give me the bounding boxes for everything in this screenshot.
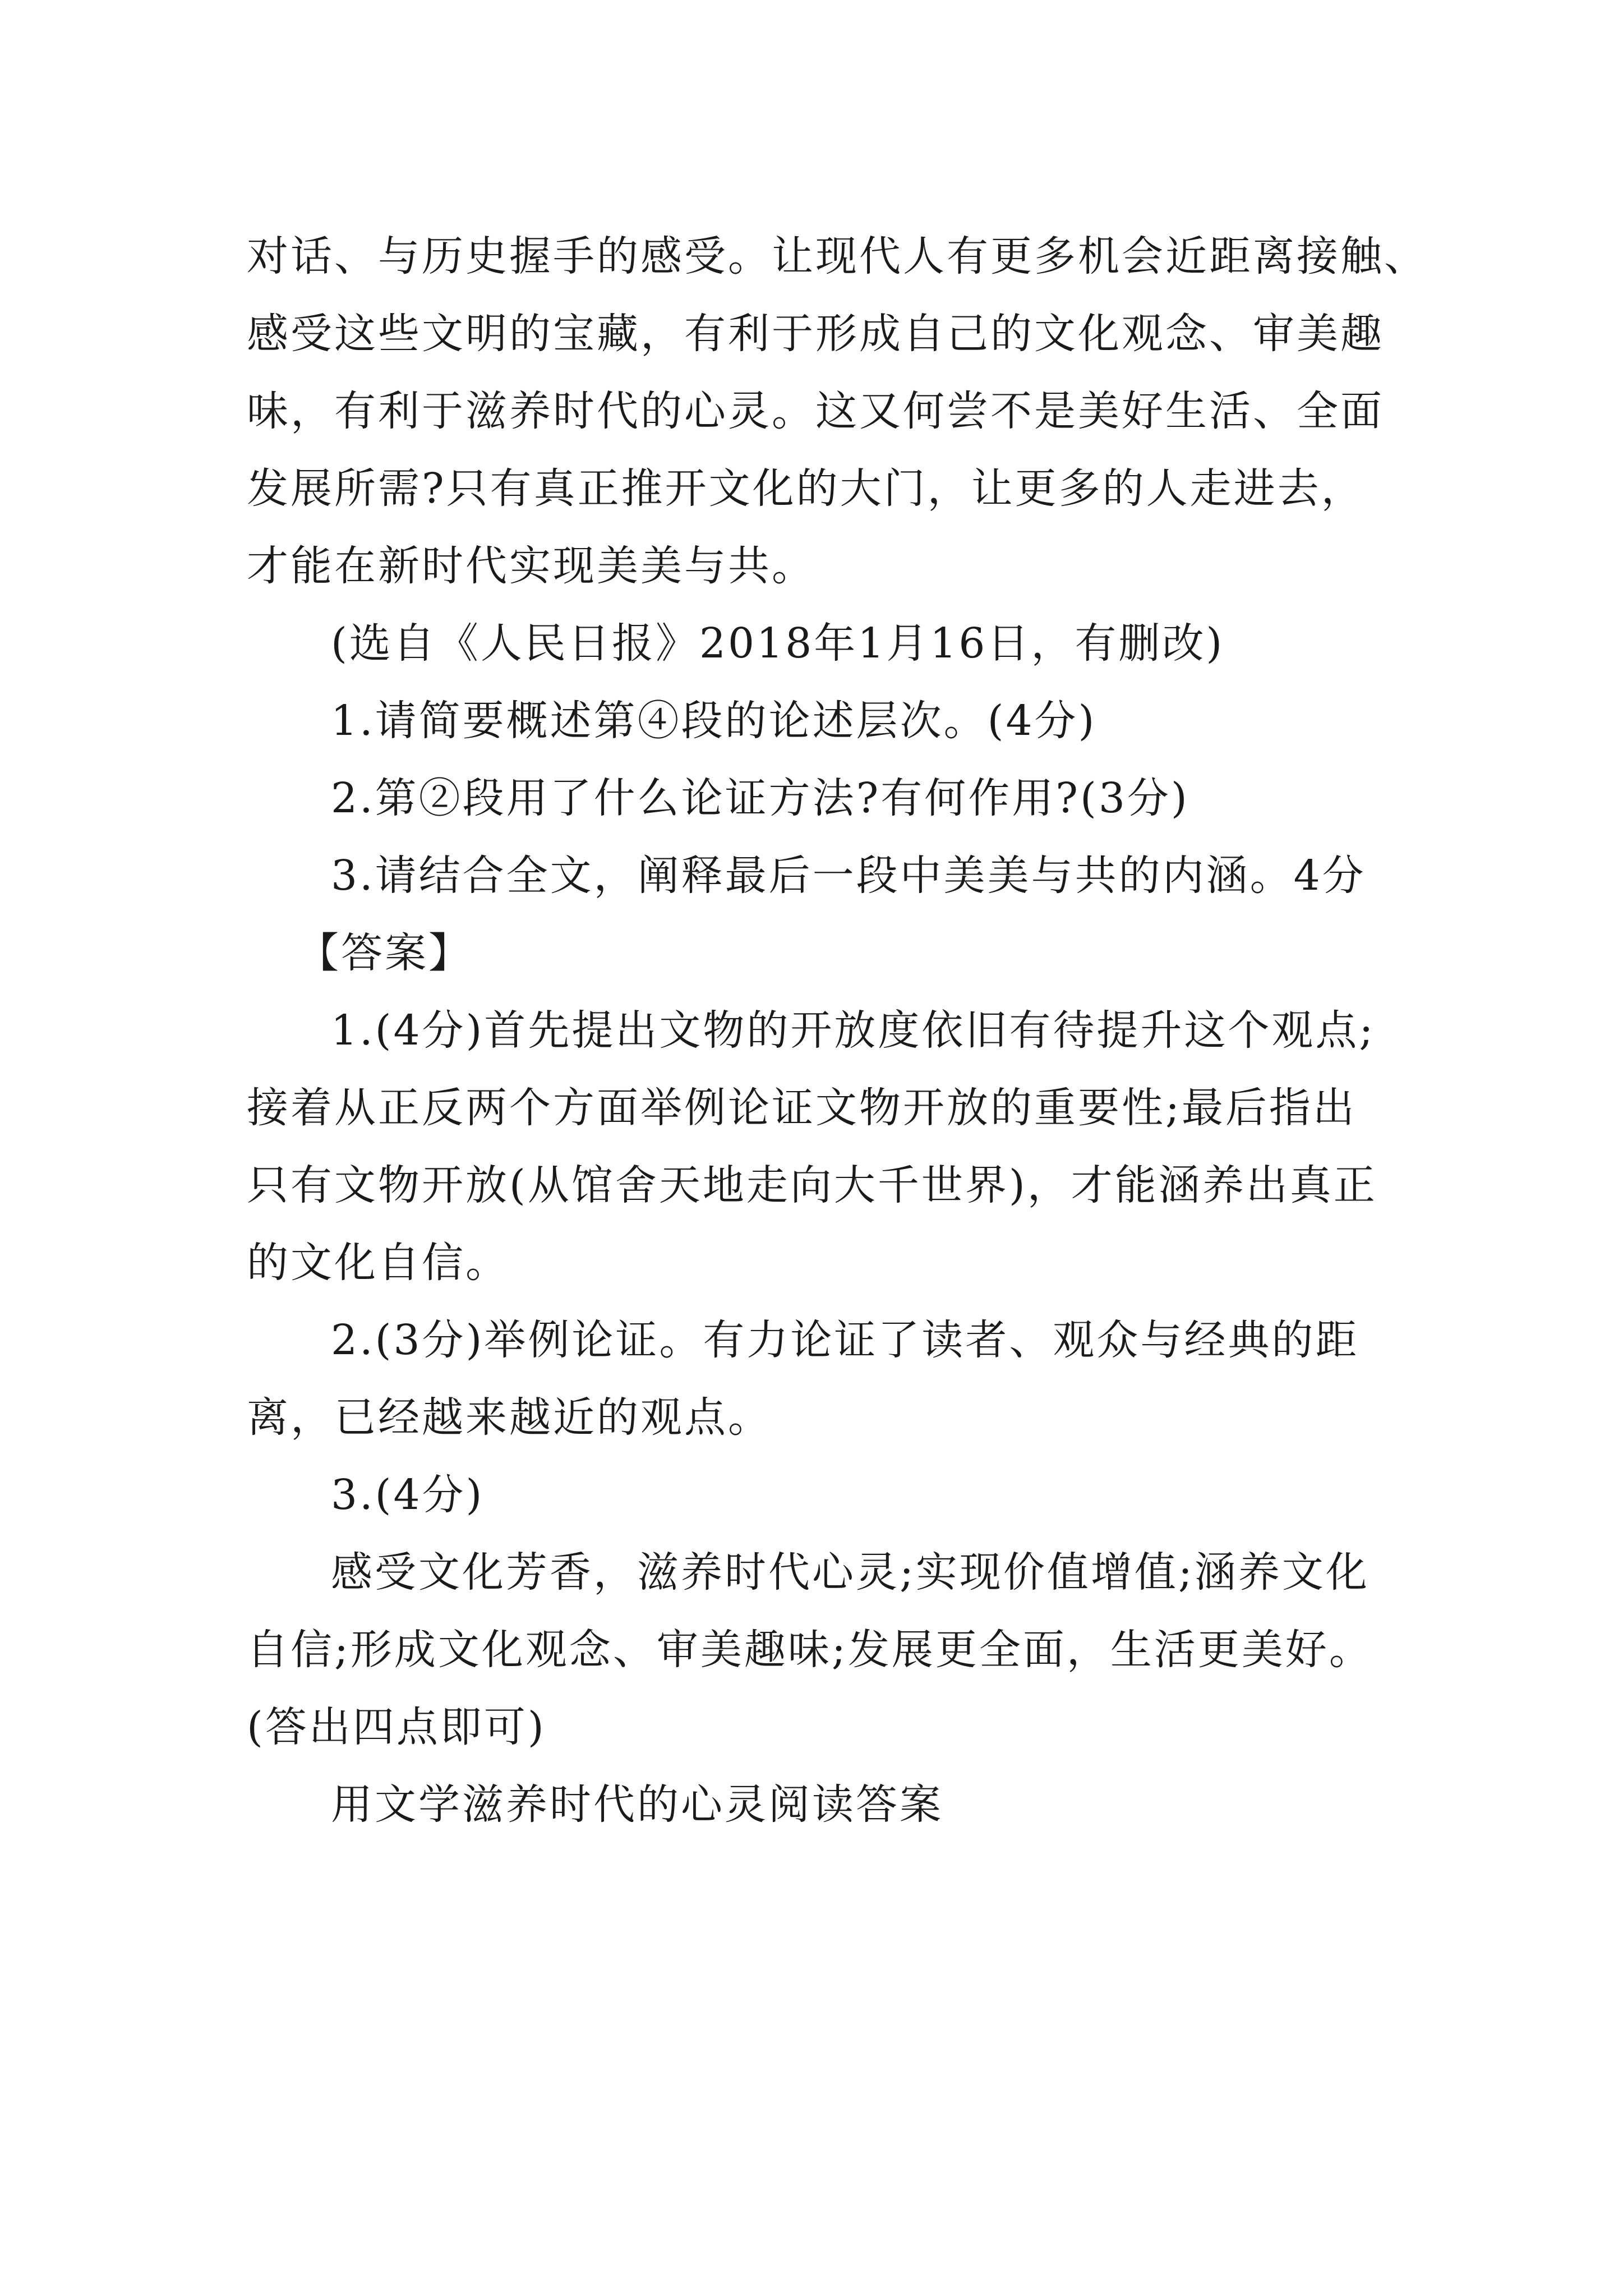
answer-1-line-3: 只有文物开放(从馆舍天地走向大千世界)，才能涵养出真正 bbox=[247, 1161, 1377, 1209]
body-line-5: 才能在新时代实现美美与共。 bbox=[247, 542, 815, 590]
answer-3-line-2: 自信;形成文化观念、审美趣味;发展更全面，生活更美好。 bbox=[247, 1626, 1373, 1674]
answer-1-line-4: 的文化自信。 bbox=[247, 1239, 509, 1287]
answer-2-line-1: 2.(3分)举例论证。有力论证了读者、观众与经典的距 bbox=[331, 1316, 1359, 1364]
answer-2-line-2: 离，已经越来越近的观点。 bbox=[247, 1393, 772, 1442]
answer-3-line-1: 感受文化芳香，滋养时代心灵;实现价值增值;涵养文化 bbox=[331, 1548, 1370, 1596]
answer-1-line-2: 接着从正反两个方面举例论证文物开放的重要性;最后指出 bbox=[247, 1084, 1357, 1132]
question-1: 1.请简要概述第④段的论述层次。(4分) bbox=[331, 697, 1097, 745]
body-line-3: 味，有利于滋养时代的心灵。这又何尝不是美好生活、全面 bbox=[247, 387, 1384, 435]
answer-1-line-1: 1.(4分)首先提出文物的开放度依旧有待提升这个观点; bbox=[331, 1006, 1376, 1055]
document-body bbox=[247, 218, 1428, 1843]
answer-3-heading: 3.(4分) bbox=[331, 1471, 485, 1519]
body-line-2: 感受这些文明的宝藏，有利于形成自己的文化观念、审美趣 bbox=[247, 310, 1384, 358]
answer-heading: 【答案】 bbox=[297, 929, 472, 977]
document-footer-title: 用文学滋养时代的心灵阅读答案 bbox=[331, 1780, 943, 1829]
question-2: 2.第②段用了什么论证方法?有何作用?(3分) bbox=[331, 774, 1189, 822]
question-3: 3.请结合全文，阐释最后一段中美美与共的内涵。4分 bbox=[331, 852, 1366, 900]
body-line-4: 发展所需?只有真正推开文化的大门，让更多的人走进去， bbox=[247, 464, 1365, 513]
source-citation: (选自《人民日报》2018年1月16日，有删改) bbox=[331, 619, 1225, 668]
answer-3-line-3: (答出四点即可) bbox=[247, 1703, 546, 1751]
body-line-1: 对话、与历史握手的感受。让现代人有更多机会近距离接触、 bbox=[247, 232, 1428, 280]
